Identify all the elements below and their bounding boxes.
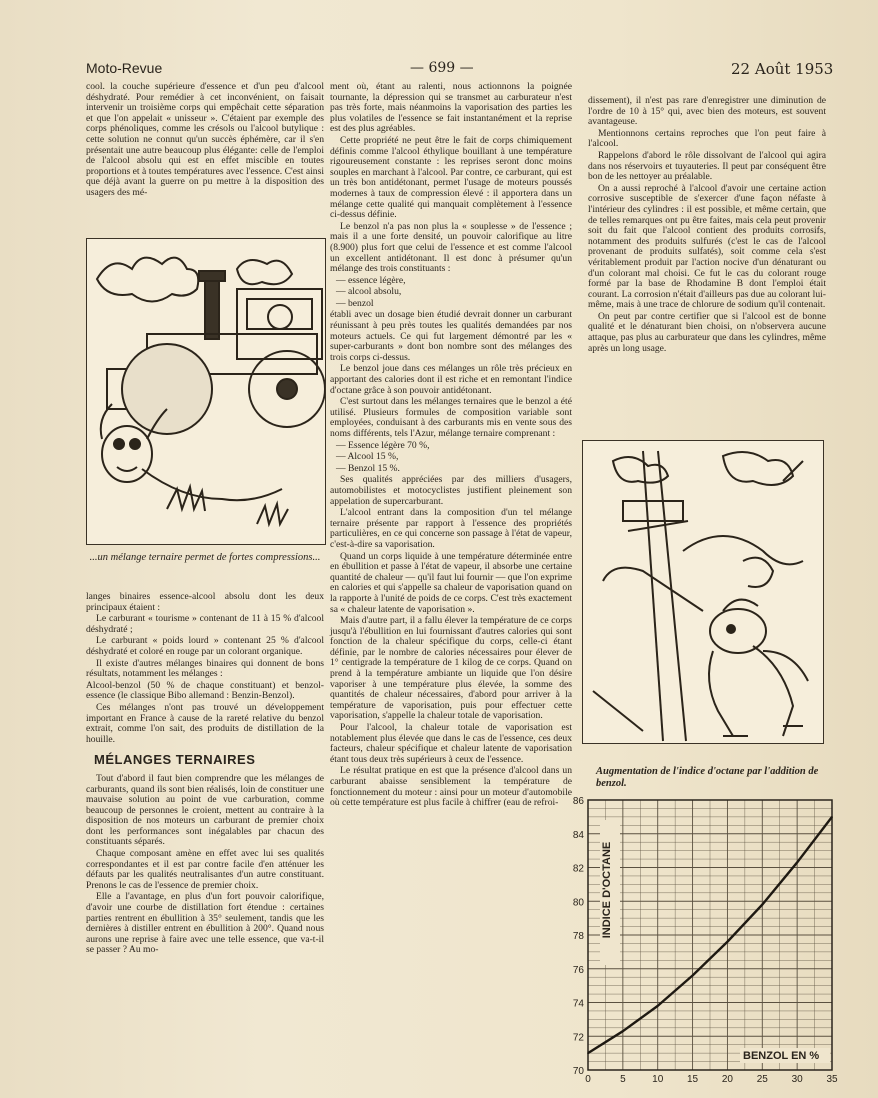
- y-tick-label: 84: [572, 829, 584, 841]
- paragraph: Chaque composant amène en effet avec lui ses qualités correspondantes et il est par contre facile d'en atténuer les défauts par les qualités neutralisantes d'un autre constituant. Prenons le cas de l'essence de premier choix.: [86, 848, 324, 891]
- y-tick-label: 82: [572, 863, 584, 875]
- paragraph: On peut par contre certifier que si l'alcool est de bonne qualité et le dénaturant bien choisi, on n'observera aucune attaque, pas plus au carburateur que dans les cylindres, même après un long usage.: [588, 310, 826, 354]
- paragraph: Mais d'autre part, il a fallu élever la température de ce corps jusqu'à l'ébullition en lui fournissant d'autres calories qui sont fonction de la chaleur spécifique du corps, celle-ci étant définie, par le nombre de calories nécessaires pour élever de 1° centigrade la température de 1 kilog de ce corps. Quand on prend à la température ambiante un liquide que l'on désire vaporiser à une température plus élevée, la somme des quantités de chaleur nécessaires, d'abord pour arriver à la température de vaporisation, puis pour effectuer cette vaporisation, s'appelle la chaleur totale de vaporisation.: [330, 615, 572, 722]
- data-point: [587, 1052, 589, 1054]
- page-number: — 699 —: [410, 60, 474, 76]
- paragraph: cool. la couche supérieure d'essence et d'un peu d'alcool déshydraté. Pour remédier à cet inconvénient, on faisait intervenir un troisième corps qui empêchait cette séparation et que l'on appelait « unisseur ». C'étaient par exemple des corps phénoliques, comme les crésols ou l'alcool butylique : cette solution ne connut qu'un succès éphémère, car il s'en présentait une autre beaucoup plus élégante: celle de l'emploi de l'alcool absolu qui est en effet miscible en toutes proportions et à toutes températures avec l'essence. C'est ainsi que déjà avant la guerre on pu mettre à la disposition des usagers des mé-: [86, 81, 324, 198]
- data-point: [657, 1005, 659, 1007]
- paragraph: Il existe d'autres mélanges binaires qui donnent de bons résultats, notamment les mélanges :: [86, 657, 324, 680]
- list-item: — Essence légère 70 %,: [336, 439, 430, 451]
- data-point: [727, 941, 729, 943]
- octane-chart: [560, 790, 838, 1090]
- x-tick-label: 15: [687, 1074, 699, 1085]
- y-axis-label: INDICE D'OCTANE: [601, 841, 613, 939]
- y-tick-label: 76: [572, 964, 584, 976]
- paragraph: Cette propriété ne peut être le fait de corps chimiquement définis comme l'alcool éthylique bouillant à une température rigoureusement constante : les reprises seront donc moins souples en marchant à l'alcool. Par contre, ce carburant, qui est un très bon antidétonant, permet l'usage de moteurs poussés modernes à taux de compression élevé : il apportera dans un mélange cette qualité qui manquait complètement à l'essence ci-dessus définie.: [330, 134, 572, 221]
- paragraph: Elle a l'avantage, en plus d'un fort pouvoir calorifique, d'avoir une courbe de distillation fort étendue : certaines parties rentrent en ébullition à 35° seulement, tandis que les dernières à distiller entrent en ébullition à 200°. Quand nous aurons une reprise à faire avec une telle essence, que va-t-il se passer ? Au mo-: [86, 891, 324, 956]
- list-item: — Benzol 15 %.: [336, 462, 400, 474]
- list-item: — alcool absolu,: [336, 286, 402, 298]
- illustration-fuel-pump: [582, 440, 824, 744]
- x-tick-label: 20: [721, 1074, 733, 1085]
- data-point: [622, 1030, 624, 1032]
- paragraph: Pour l'alcool, la chaleur totale de vaporisation est notablement plus élevée que dans le cas de l'essence, ces deux facteurs, chaleur spécifique et chaleur latente de vaporisation étant tous deux très supérieurs à ceux de l'essence.: [330, 722, 572, 765]
- paragraph: ment où, étant au ralenti, nous actionnons la poignée tournante, la dépression qui se transmet au carburateur n'est pas très forte, mais néanmoins la vaporisation des parties les plus volatiles de l'essence se fait instantanément et la reprise est des plus agréables.: [330, 81, 572, 135]
- data-point: [796, 862, 798, 864]
- column-2: [330, 82, 572, 810]
- y-tick-label: 86: [572, 796, 584, 807]
- paragraph: Le résultat pratique en est que la présence d'alcool dans un carburant abaisse sensiblement la température de fonctionnement du moteur : ainsi pour un moteur d'automobile où cette température est plus facile à chiffrer (eau de refroi-: [330, 765, 572, 809]
- x-tick-label: 35: [826, 1074, 838, 1085]
- y-tick-label: 70: [572, 1066, 584, 1077]
- column-1-middle: [86, 592, 324, 957]
- list-item: — Alcool 15 %,: [336, 451, 399, 463]
- x-tick-label: 10: [652, 1074, 664, 1085]
- paragraph: langes binaires essence-alcool absolu dont les deux principaux étaient :: [86, 591, 324, 613]
- chart-caption: Augmentation de l'indice d'octane par l'addition de benzol.: [596, 766, 819, 789]
- paragraph: Le carburant « poids lourd » contenant 25 % d'alcool déshydraté et coloré en rouge par un colorant organique.: [86, 635, 324, 657]
- x-tick-label: 0: [585, 1074, 591, 1085]
- data-point: [831, 816, 833, 818]
- y-tick-label: 74: [572, 998, 584, 1010]
- data-point: [761, 904, 763, 906]
- paragraph: Mentionnons certains reproches que l'on peut faire à l'alcool.: [588, 127, 826, 150]
- x-axis-label: BENZOL EN %: [743, 1050, 820, 1062]
- paragraph: Le carburant « tourisme » contenant de 11 à 15 % d'alcool déshydraté ;: [86, 613, 324, 635]
- paragraph: dissement), il n'est pas rare d'enregistrer une diminution de l'ordre de 10 à 15° qui, avec bien des moteurs, est souvent avantageuse.: [588, 95, 826, 128]
- paragraph: Quand un corps liquide à une température déterminée entre en ébullition et passe à l'état de vapeur, il absorbe une certaine quantité de chaleur — qu'il faut lui fournir — que l'on exprime en calories et qui s'appelle sa chaleur de vaporisation quand on la rapporte à l'unité de poids de ce corps. C'est très exactement sa « chaleur latente de vaporisation ».: [330, 550, 572, 615]
- illustration-caption: ...un mélange ternaire permet de fortes compressions...: [89, 552, 321, 563]
- y-tick-label: 80: [572, 897, 584, 909]
- magazine-name: Moto-Revue: [86, 60, 163, 76]
- x-tick-label: 5: [620, 1074, 626, 1085]
- cartoon-drawing: [583, 441, 823, 743]
- list-item: — benzol: [336, 297, 374, 309]
- issue-date: 22 Août 1953: [731, 60, 834, 78]
- cartoon-drawing: [87, 239, 325, 544]
- illustration-steamroller: [86, 238, 326, 545]
- x-tick-label: 25: [756, 1074, 768, 1085]
- y-tick-label: 78: [572, 931, 584, 942]
- paragraph: On a aussi reproché à l'alcool d'avoir une certaine action corrosive susceptible de s'exercer d'une façon néfaste à l'intérieur des cylindres : il est possible, et même certain, que de telles remarques ont pu être faites, mais cela peut provenir soit du fait que l'alcool contient des produits corrosifs, notamment des produits sulfurés (c'est le cas de l'alcool provenant de produits sulfatés), soit comme cela s'est véritablement produit par l'action nocive d'un dénaturant ou d'un colorant mal choisi. Ce fut le cas du colorant rouge formé par la base de Rhodamine B dont l'emploi était courant. La corrosion n'était d'ailleurs pas due au colorant lui-même, mais à une trace de chlorure de sodium qu'il contenait.: [588, 182, 826, 311]
- paragraph: Alcool-benzol (50 % de chaque constituant) et benzol-essence (le classique Bibo allemand : Benzin-Benzol).: [86, 679, 324, 702]
- paragraph: Le benzol n'a pas non plus la « souplesse » de l'essence ; mais il a une forte densité, un pouvoir calorifique au litre (8.900) plus fort que celui de l'essence et est comme l'alcool un excellent antidétonant. Il est donc à présumer qu'un mélange des trois constituants :: [330, 220, 572, 275]
- paragraph: Ces mélanges n'ont pas trouvé un développement important en France à cause de la rareté relative du benzol extrait, comme l'on sait, des produits de distillation de la houille.: [86, 701, 324, 745]
- paragraph: établi avec un dosage bien étudié devrait donner un carburant réunissant à peu près toutes les qualités demandées par nos moteurs actuels. Ce qui fut largement démontré par les « super-carburants » dont bon nombre sont des mélanges des trois corps ci-dessus.: [330, 309, 572, 363]
- list-item: — essence légère,: [336, 274, 406, 286]
- paragraph: C'est surtout dans les mélanges ternaires que le benzol a été utilisé. Plusieurs formules de composition variable sont employées, conduisant à des carburants mis en vente sous des noms différents, tels l'Azur, mélange ternaire comprenant :: [330, 396, 572, 439]
- column-3: [588, 96, 826, 355]
- paragraph: Rappelons d'abord le rôle dissolvant de l'alcool qui agira dans nos réservoirs et tuyauteries. Il peut par conséquent être bon de les nettoyer au préalable.: [588, 149, 826, 183]
- section-heading: MÉLANGES TERNAIRES: [94, 752, 256, 768]
- paragraph: Tout d'abord il faut bien comprendre que les mélanges de carburants, quand ils sont bien réalisés, loin de constituer une mauvaise solution au point de vue carburation, comme beaucoup de personnes le croient, mettent au contraire à la disposition de nos moteurs un carburant de premier choix dont les performances sont inégalables par chacun des constituants séparés.: [86, 772, 324, 848]
- column-1-top: [86, 82, 324, 200]
- paragraph: Le benzol joue dans ces mélanges un rôle très précieux en apportant des calories dont il est riche et en remontant l'indice d'octane grâce à son pouvoir antidétonant.: [330, 363, 572, 396]
- paragraph: Ses qualités appréciées par des milliers d'usagers, automobilistes et motocyclistes justifient pleinement son appelation de supercarburant.: [330, 474, 572, 507]
- y-tick-label: 72: [572, 1032, 584, 1044]
- x-tick-label: 30: [791, 1074, 803, 1085]
- data-point: [692, 975, 694, 977]
- paragraph: L'alcool entrant dans la composition d'un tel mélange ternaire présente par rapport à l'essence des propriétés particulières, en ce qui concerne son passage à l'état de vapeur, c'est-à-dire sa vaporisation.: [330, 507, 572, 550]
